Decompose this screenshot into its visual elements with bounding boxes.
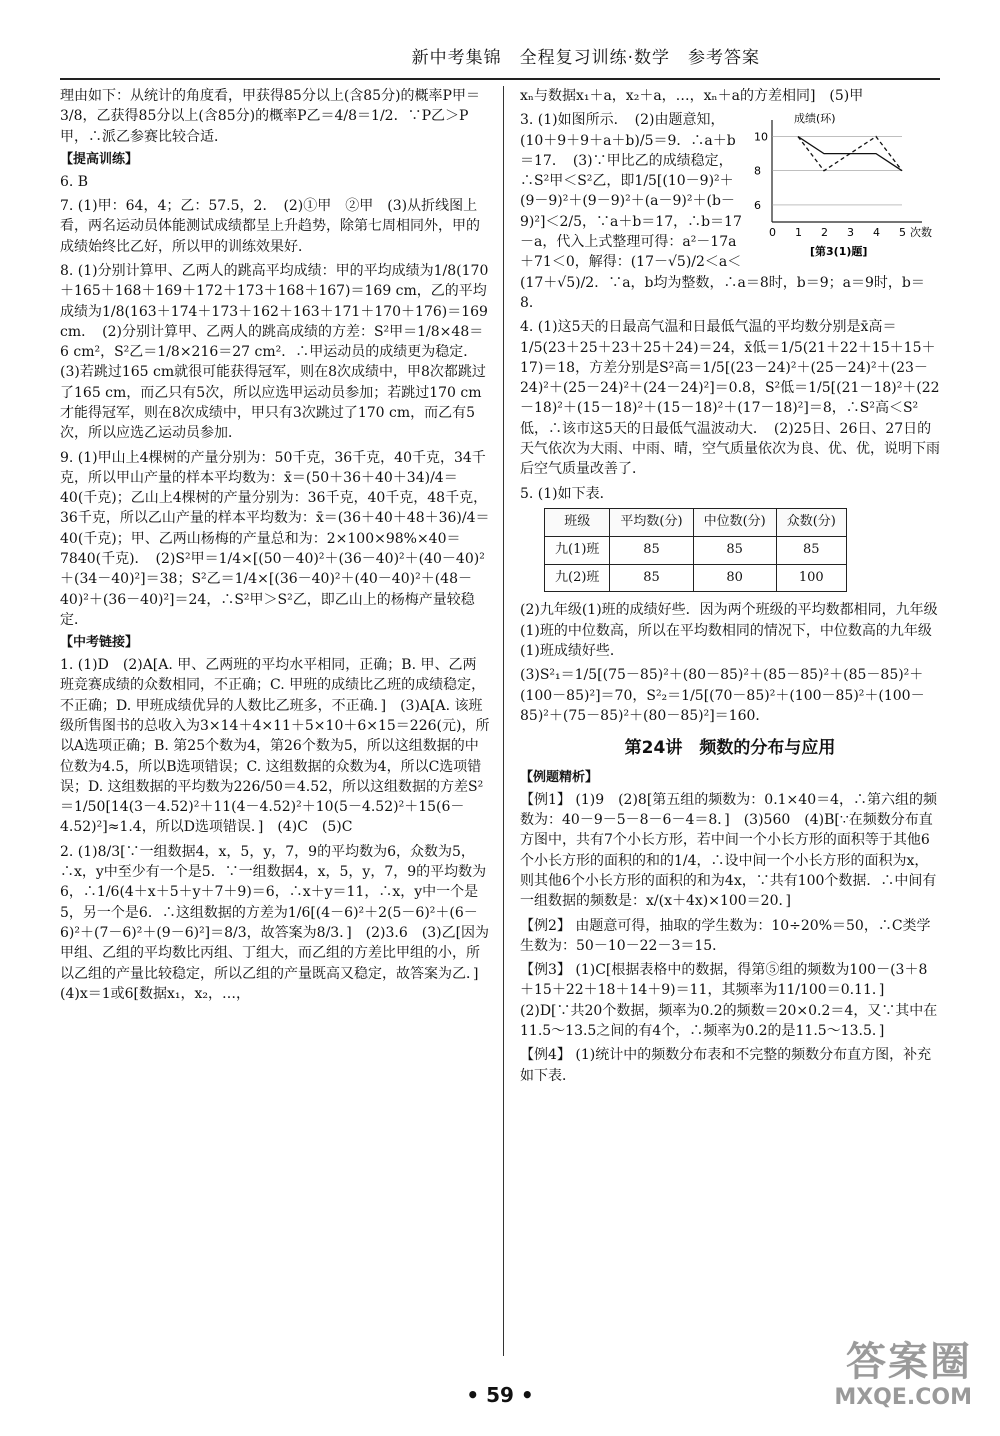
table-cell: 85 — [610, 564, 693, 592]
answer-7: 7. (1)甲：64，4；乙：57.5，2． (2)①甲 ②甲 (3)从折线图上看，两名运动员体能测试成绩都呈上升趋势，除第七周相同外，甲的成绩始终比乙好，所以甲的训练效果好． — [60, 198, 480, 255]
x-tick-label: 2 — [821, 226, 828, 240]
section-heading: 【例题精析】 — [520, 769, 599, 785]
y-tick-label: 10 — [754, 130, 768, 144]
page-header — [60, 38, 940, 80]
answer-text: 理由如下：从统计的角度看，甲获得85分以上(含85分)的概率P甲＝3/8，乙获得85分以上(含85分)的概率P乙＝4/8＝1/2．∵P乙＞P甲，∴派乙参赛比较合适． — [60, 88, 480, 145]
column-header: 平均数(分) — [610, 508, 693, 536]
example-4: 【例4】 (1)统计中的频数分布表和不完整的频数分布直方图，补充如下表． — [520, 1047, 932, 1084]
chart-caption: [第3(1)题] — [810, 245, 868, 259]
x-tick-label: 1 — [795, 226, 802, 240]
answer-link-2: 2. (1)8/3[∵一组数据4，x，5，y，7，9的平均数为6，众数为5，∴x，y中至少有一个是5．∵一组数据4，x，5，y，7，9的平均数为6，∴1/6(4＋x＋5＋y＋7＋9)＝6，∴x＋y＝11，∴x，y中一个是5，另一个是6．∴这组数据的方差为1/6[(4－6)²＋2(5－6)²＋(6－6)²＋(7－6)²＋(9－6)²]＝8/3，故答案为8/3．] (2)3.6 (3)乙[因为甲组、乙组的平均数比丙组、丁组大，而乙组的方差比甲组的小，所以乙组的产量比较稳定，所以乙组的产量既高又稳定，故答案为乙．] (4)x＝1或6[数据x₁，x₂，…， — [60, 843, 493, 1002]
table-row — [545, 564, 847, 592]
answer-8: 8. (1)分别计算甲、乙两人的跳高平均成绩：甲的平均成绩为1/8(170＋165＋168＋169＋172＋173＋168＋167)＝169 cm，乙的平均成绩为1/8(163＋174＋173＋162＋163＋171＋170＋176)＝169 cm． (2)分别计算甲、乙两人的跳高成绩的方差：S²甲＝1/8×48＝6 cm²，S²乙＝1/8×216＝27 cm²．∴甲运动员的成绩更为稳定． (3)若跳过165 cm就很可能获得冠军，则在8次成绩中，甲8次都跳过了165 cm，而乙只有5次，所以应选甲运动员参加；若跳过170 cm才能得冠军，则在8次成绩中，甲只有3次跳过了170 cm，而乙有5次，所以应选乙运动员参加． — [60, 262, 489, 442]
x-tick-label: 3 — [847, 226, 854, 240]
answer-text: xₙ与数据x₁＋a，x₂＋a，…，xₙ＋a的方差相同] (5)甲 — [520, 88, 864, 104]
table-row — [545, 536, 847, 564]
page-number: • 59 • — [466, 1383, 534, 1407]
section-heading: 【中考链接】 — [60, 635, 139, 651]
page-body — [60, 86, 940, 1356]
section-heading: 【提高训练】 — [60, 151, 139, 167]
answer-link-1: 1. (1)D (2)A[A. 甲、乙两班的平均水平相同，正确；B. 甲、乙两班竞赛成绩的众数相同，不正确；C. 甲班的成绩比乙班的成绩稳定，不正确；D. 甲班成绩优异的人数比乙班多，不正确．] (3)A[A. 该班级所售图书的总收入为3×14＋4×11＋5×10＋6×15＝226(元)，所以A选项正确；B. 第25个数为4，第26个数为5，所以这组数据的中位数为4.5，所以B选项错误；C. 这组数据的众数为4，所以C选项错误；D. 这组数据的平均数为226/50＝4.52，所以这组数据的方差S²＝1/50[14(3－4.52)²＋11(4－4.52)²＋10(5－4.52)²＋15(6－4.52)²]≈1.4，所以D选项错误．] (4)C (5)C — [60, 657, 490, 836]
example-1: 【例1】 (1)9 (2)8[第五组的频数为：0.1×40＝4，∴第六组的频数为：40－9－5－8－6－4＝8．] (3)560 (4)B[∵在频数分布直方图中，共有7个小长方形，若中间一个小长方形的面积等于其他6个小长方形的面积的和的1/4，∴设中间一个小长方形的面积为x，则其他6个小长方形的面积的和为4x，∵共有100个数据．∴中间有一组数据的频数是：x/(x＋4x)×100＝20．] — [520, 791, 938, 910]
column-header: 众数(分) — [776, 508, 846, 536]
table-cell: 九(1)班 — [545, 536, 610, 564]
watermark-big: 答案圈 — [846, 1339, 972, 1386]
series-line-1 — [798, 137, 902, 171]
header-title: 新中考集锦 全程复习训练·数学 参考答案 — [411, 48, 760, 68]
y-axis-label: 成绩(环) — [794, 112, 836, 126]
x-tick-label: 5 — [899, 226, 906, 240]
table-cell: 九(2)班 — [545, 564, 610, 592]
chart-svg — [750, 110, 940, 260]
table-cell: 85 — [693, 536, 776, 564]
column-divider — [503, 86, 504, 1356]
answer-5-part2: (2)九年级(1)班的成绩好些．因为两个班级的平均数都相同，九年级(1)班的中位数高，所以在平均数相同的情况下，中位数高的九年级(1)班成绩好些． — [520, 602, 938, 660]
chapter-title: 第24讲 频数的分布与应用 — [624, 738, 836, 759]
y-tick-label: 6 — [754, 199, 761, 213]
watermark-logo — [834, 1339, 972, 1414]
column-header: 中位数(分) — [693, 508, 776, 536]
watermark-small: MXQE.COM — [834, 1385, 972, 1411]
table-header-row — [545, 508, 847, 536]
x-axis-label: 次数 — [910, 226, 932, 240]
table-cell: 85 — [776, 536, 846, 564]
answer-5: 5. (1)如下表． — [520, 485, 614, 502]
answer-9: 9. (1)甲山上4棵树的产量分别为：50千克，36千克，40千克，34千克，所以甲山产量的样本平均数为：x̄＝(50＋36＋40＋34)/4＝40(千克)；乙山上4棵树的产量分别为：36千克，40千克，48千克，36千克，所以乙山产量的样本平均数为：x̄＝(36＋40＋48＋36)/4＝40(千克)；甲、乙两山杨梅的产量总和为：2×100×98%×40＝7840(千克)． (2)S²甲＝1/4×[(50－40)²＋(36－40)²＋(40－40)²＋(34－40)²]＝38；S²乙＝1/4×[(36－40)²＋(40－40)²＋(48－40)²＋(36－40)²]＝24，∴S²甲＞S²乙，即乙山上的杨梅产量较稳定． — [60, 449, 490, 628]
y-tick-label: 8 — [754, 165, 761, 179]
column-header: 班级 — [545, 508, 610, 536]
example-2: 【例2】 由题意可得，抽取的学生数为：10÷20%＝50，∴C类学生数为：50－10－22－3＝15． — [520, 917, 931, 954]
answer-3: 3. (1)如图所示． (2)由题意知，(10＋9＋9＋a＋b)/5＝9．∴a＋b＝17． (3)∵甲比乙的成绩稳定，∴S²甲＜S²乙，即1/5[(10－9)²＋(9－9)²＋(9－9)²＋(a－9)²＋(b－9)²]＜2/5，∵a＋b＝17，∴b＝17－a，代入上式整理可得：a²－17a＋71＜0，解得：(17－√5)/2＜a＜(17＋√5)/2．∵a，b均为整数，∴a＝8时，b＝9；a＝9时，b＝8． — [520, 112, 925, 311]
right-column — [520, 86, 940, 1090]
x-tick-label: 4 — [873, 226, 880, 240]
line-chart — [750, 110, 940, 266]
statistics-table — [544, 508, 847, 593]
table-cell: 80 — [693, 564, 776, 592]
left-column — [60, 86, 493, 1008]
example-3: 【例3】 (1)C[根据表格中的数据，得第⑤组的频数为100－(3＋8＋15＋22＋18＋14＋9)＝11，其频率为11/100＝0.11．] (2)D[∵共20个数据，频率为0.2的频数＝20×0.2＝4，又∵其中在11.5～13.5之间的有4个，∴频率为0.2的是11.5～13.5．] — [520, 962, 938, 1039]
table-cell: 100 — [776, 564, 846, 592]
answer-5-part3: (3)S²₁＝1/5[(75－85)²＋(80－85)²＋(85－85)²＋(85－85)²＋(100－85)²]＝70，S²₂＝1/5[(70－85)²＋(100－85)²＋(100－85)²＋(75－85)²＋(80－85)²]＝160． — [520, 667, 925, 724]
x-tick-label: 0 — [769, 226, 776, 240]
answer-6: 6. B — [60, 173, 89, 190]
table-cell: 85 — [610, 536, 693, 564]
answer-4: 4. (1)这5天的日最高气温和日最低气温的平均数分别是x̄高＝1/5(23＋25＋23＋25＋24)＝24，x̄低＝1/5(21＋22＋15＋15＋17)＝18，方差分别是S²高＝1/5[(23－24)²＋(25－24)²＋(23－24)²＋(25－24)²＋(24－24)²]＝0.8，S²低＝1/5[(21－18)²＋(22－18)²＋(15－18)²＋(15－18)²＋(17－18)²]＝8，∴S²高＜S²低，∴该市这5天的日最低气温波动大． (2)25日、26日、27日的天气依次为大雨、中雨、晴，空气质量依次为良、优、优，说明下雨后空气质量改善了． — [520, 319, 940, 478]
